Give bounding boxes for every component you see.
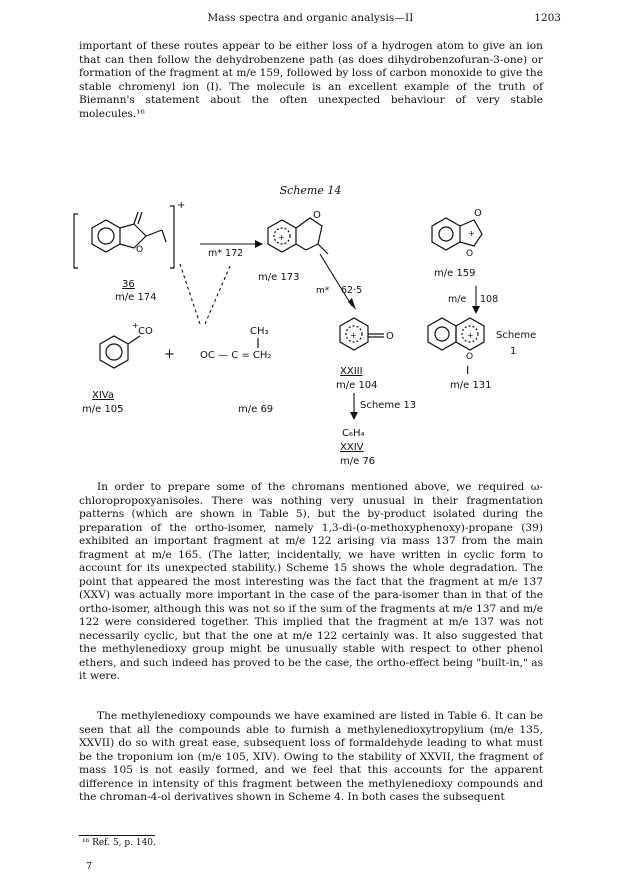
oxygen-159-top: O	[474, 208, 482, 219]
svg-text:+: +	[177, 200, 186, 211]
footnote: ¹⁶ Ref. 5, p. 140.	[82, 838, 156, 848]
molecule-xiva	[82, 321, 153, 415]
mass-108-prefix: m/e	[448, 294, 467, 305]
footer-number: 7	[86, 861, 93, 872]
mass-131-label: m/e 131	[450, 380, 492, 391]
mass-159-label: m/e 159	[434, 268, 476, 279]
acylium-group: CO	[138, 326, 153, 337]
scheme-1-ref: Scheme	[496, 330, 537, 341]
paragraph-3: The methylenedioxy compounds we have examined are listed in Table 6. It can be seen that all the compounds able to furnish a methylenedioxytropylium (m/e 135, XXVII) do so with great ease, subsequent loss of formaldehyde leading to what must be the troponium ion (m/e 105, XIV). Owing to the stability of XXVII, the fragment of mass 105 is not easily formed, and we feel that this accounts for the apparent difference in intensity of this fragment between the methylenedioxy compounds and the chroman-4-ol derivatives shown in Scheme 4. In both cases the subsequent	[79, 710, 543, 803]
scheme-14-diagram	[70, 196, 550, 476]
ketene-fragment: OC — C = CH₂	[200, 350, 272, 361]
xxiii-label: XXIII	[340, 366, 363, 377]
mass-76-label: m/e 76	[340, 456, 376, 467]
page-number: 1203	[534, 12, 561, 24]
metastable-62-label: m*	[316, 286, 330, 296]
scheme-1-num: 1	[510, 346, 517, 357]
mass-104-label: m/e 104	[336, 380, 378, 391]
molecule-i	[428, 318, 492, 391]
plus-sign: +	[164, 347, 175, 362]
svg-text:+: +	[350, 331, 357, 340]
xiva-label: XIVa	[92, 390, 114, 401]
dashed-path-1	[180, 264, 200, 324]
xxiii-oxygen: O	[386, 331, 394, 342]
mass-105-label: m/e 105	[82, 404, 124, 415]
mass-69-label: m/e 69	[238, 404, 274, 415]
chromenyl-oxygen: O	[466, 352, 474, 362]
molecule-xxiii	[336, 318, 394, 391]
compound-36-label: 36	[122, 279, 135, 290]
molecule-159	[432, 208, 482, 279]
oxygen-159-ring: O	[466, 249, 474, 259]
dashed-path-2	[205, 266, 230, 324]
methyl-group: CH₃	[250, 326, 269, 337]
mass-174-label: m/e 174	[115, 292, 157, 303]
scheme-13-ref: Scheme 13	[360, 400, 417, 411]
svg-text:+: +	[278, 233, 285, 242]
xxiv-label: XXIV	[340, 442, 364, 453]
svg-text:+: +	[467, 331, 474, 340]
svg-text:+: +	[132, 321, 139, 330]
running-head	[0, 12, 621, 28]
metastable-62-value: 62·5	[341, 285, 363, 296]
running-title: Mass spectra and organic analysis—II	[207, 12, 414, 24]
metastable-172-label: m* 172	[208, 248, 244, 259]
ketone-oxygen: O	[313, 210, 321, 221]
scheme-caption: Scheme 14	[279, 184, 342, 197]
svg-text:+: +	[468, 229, 475, 238]
svg-text:O: O	[136, 245, 144, 255]
molecule-36	[74, 200, 185, 303]
roman-i-label: I	[466, 364, 470, 377]
c6h4-label: C₆H₄	[342, 428, 365, 439]
footnote-rule	[79, 835, 155, 836]
mass-173-label: m/e 173	[258, 272, 300, 283]
reaction-arrow-62	[320, 254, 352, 306]
paragraph-2: In order to prepare some of the chromans mentioned above, we required ω-chloropropoxyanisoles. There was nothing very unusual in their fragmentation patterns (which are shown in Table 5), but the by-product isolated during the preparation of the ortho-isomer, namely 1,3-di-(o-methoxyphenoxy)-propane (39) exhibited an important fragment at m/e 122 arising via mass 137 from the main fragment at m/e 165. (The latter, incidentally, we have written in cyclic form to account for its unexpected stability.) Scheme 15 shows the whole degradation. The point that appeared the most interesting was the fact that the fragment at m/e 137 (XXV) was actually more important in the case of the para-isomer than in that of the ortho-isomer, although this was not so if the sum of the fragments at m/e 137 and m/e 122 were considered together. This implied that the fragment at m/e 137 was not necessarily cyclic, but that the one at m/e 122 certainly was. It also suggested that the methylenedioxy group might be unusually stable with respect to other phenol ethers, and such indeed has proved to be the case, the ortho-effect being "built-in," as it were.	[79, 481, 543, 682]
paragraph-1: important of these routes appear to be either loss of a hydrogen atom to give an ion that can then follow the dehydrobenzene path (as does dihydrobenzofuran-3-one) or formation of the fragment at m/e 159, followed by loss of carbon monoxide to give the stable chromenyl ion (I). The molecule is an excellent example of the truth of Biemann's statement about the often unexpected behaviour of very stable molecules.¹⁶	[79, 40, 543, 120]
molecule-173	[258, 210, 328, 283]
mass-108-value: 108	[480, 294, 499, 305]
